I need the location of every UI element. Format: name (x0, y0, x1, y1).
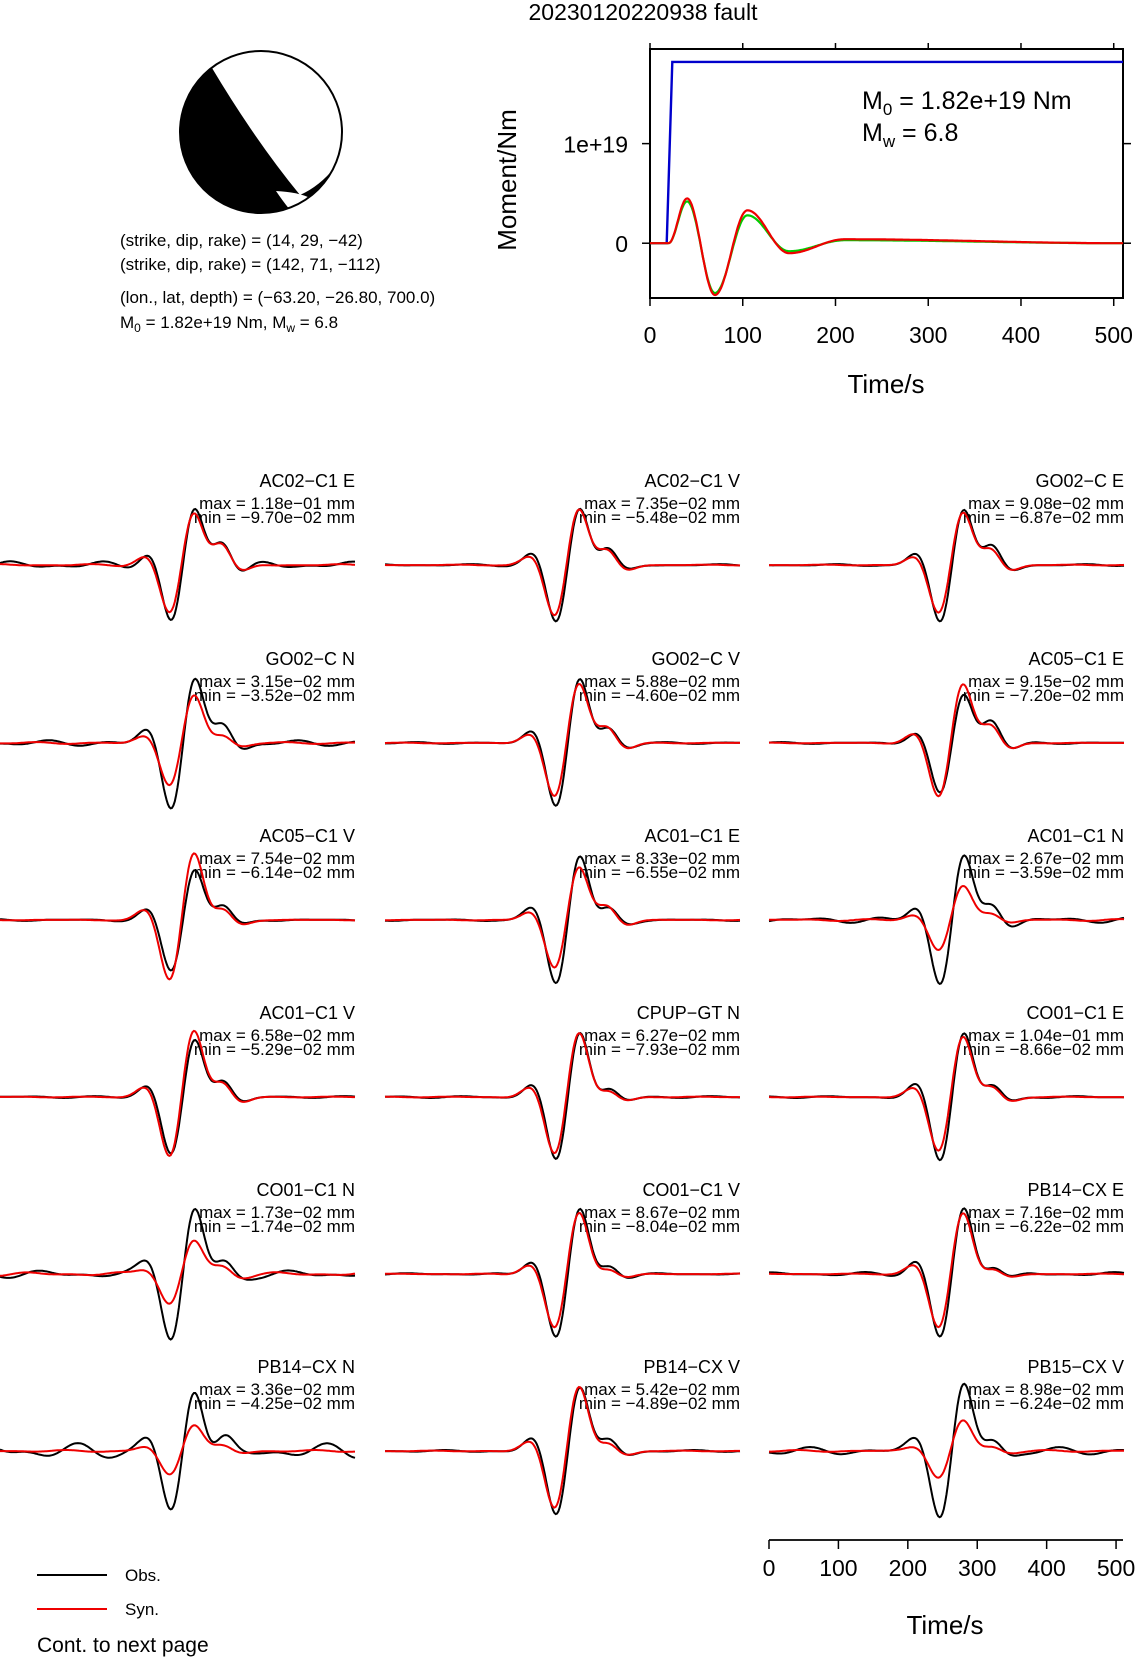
trace-min-label: min = −6.22e−02 mm (962, 1217, 1124, 1236)
trace-panel (0, 826, 355, 979)
ann-m0-value: = 1.82e+19 Nm (892, 87, 1072, 115)
waveform-xtick-label: 200 (888, 1555, 928, 1581)
trace-synthetic (0, 1425, 355, 1474)
trace-max-label: max = 9.15e−02 mm (968, 672, 1124, 691)
ann-mw-value: = 6.8 (895, 119, 959, 147)
trace-min-label: min = −3.59e−02 mm (962, 863, 1124, 882)
trace-panel (385, 649, 740, 806)
trace-station-label: AC02−C1 V (644, 471, 740, 491)
trace-min-label: min = −9.70e−02 mm (193, 508, 355, 527)
waveform-xtick-label: 300 (958, 1555, 997, 1581)
trace-panel (0, 1357, 355, 1509)
legend (37, 1566, 161, 1619)
trace-station-label: CO01−C1 E (1026, 1003, 1124, 1023)
moment-xtick-label: 400 (1001, 322, 1041, 348)
trace-station-label: AC02−C1 E (259, 471, 355, 491)
trace-station-label: AC01−C1 E (644, 826, 740, 846)
trace-max-label: max = 8.98e−02 mm (968, 1380, 1124, 1399)
trace-panel (769, 1003, 1124, 1160)
nodal-plane-2: (strike, dip, rake) = (142, 71, −112) (120, 255, 381, 274)
legend-obs-label: Obs. (125, 1566, 161, 1585)
trace-max-label: max = 3.15e−02 mm (199, 672, 355, 691)
trace-max-label: max = 7.35e−02 mm (584, 494, 740, 513)
mw-subscript: w (286, 321, 296, 335)
trace-panel (769, 1357, 1124, 1517)
trace-station-label: CO01−C1 V (642, 1180, 740, 1200)
trace-station-label: AC01−C1 V (259, 1003, 355, 1023)
trace-synthetic (385, 867, 740, 967)
trace-station-label: PB14−CX V (643, 1357, 740, 1377)
trace-max-label: max = 1.73e−02 mm (199, 1203, 355, 1222)
trace-station-label: GO02−C E (1035, 471, 1124, 491)
trace-max-label: max = 6.58e−02 mm (199, 1026, 355, 1045)
moment-xtick-label: 200 (816, 322, 855, 348)
nodal-plane-1: (strike, dip, rake) = (14, 29, −42) (120, 231, 363, 250)
trace-max-label: max = 1.04e−01 mm (968, 1026, 1124, 1045)
trace-panel (769, 826, 1124, 984)
trace-station-label: PB15−CX V (1027, 1357, 1124, 1377)
trace-panel (769, 471, 1124, 621)
moment-xtick-label: 300 (909, 322, 948, 348)
trace-station-label: GO02−C V (651, 649, 740, 669)
trace-max-label: max = 1.18e−01 mm (199, 494, 355, 513)
waveform-time-axis (763, 1540, 1136, 1640)
moment-xlabel: Time/s (847, 369, 925, 399)
moment-value: = 1.82e+19 Nm, M (140, 313, 287, 332)
trace-min-label: min = −4.89e−02 mm (578, 1394, 740, 1413)
trace-min-label: min = −7.93e−02 mm (578, 1040, 740, 1059)
trace-max-label: max = 8.67e−02 mm (584, 1203, 740, 1222)
trace-min-label: min = −6.14e−02 mm (193, 863, 355, 882)
moment-symbol: M (120, 313, 135, 332)
moment-xtick-label: 500 (1094, 322, 1133, 348)
trace-station-label: PB14−CX E (1027, 1180, 1124, 1200)
trace-station-label: GO02−C N (265, 649, 355, 669)
trace-min-label: min = −6.87e−02 mm (962, 508, 1124, 527)
ann-m0-symbol: M (862, 87, 883, 115)
trace-max-label: max = 5.42e−02 mm (584, 1380, 740, 1399)
trace-min-label: min = −8.04e−02 mm (578, 1217, 740, 1236)
trace-station-label: CPUP−GT N (636, 1003, 740, 1023)
waveform-xtick-label: 500 (1096, 1555, 1136, 1581)
trace-min-label: min = −8.66e−02 mm (962, 1040, 1124, 1059)
ann-mw-symbol: M (862, 119, 883, 147)
waveform-xtick-label: 100 (819, 1555, 858, 1581)
moment-subscript: 0 (134, 321, 141, 335)
trace-panel (385, 471, 740, 621)
waveform-xtick-label: 0 (762, 1555, 776, 1581)
trace-panel (0, 1180, 355, 1340)
moment-annotation-mw (862, 119, 958, 151)
trace-panel (0, 649, 355, 808)
trace-panel (769, 649, 1124, 796)
trace-min-label: min = −7.20e−02 mm (962, 686, 1124, 705)
trace-max-label: max = 8.33e−02 mm (584, 849, 740, 868)
trace-station-label: AC01−C1 N (1027, 826, 1124, 846)
trace-min-label: min = −4.60e−02 mm (578, 686, 740, 705)
trace-max-label: max = 7.16e−02 mm (968, 1203, 1124, 1222)
trace-station-label: CO01−C1 N (256, 1180, 355, 1200)
trace-max-label: max = 7.54e−02 mm (199, 849, 355, 868)
waveform-xtick-label: 400 (1027, 1555, 1066, 1581)
ann-m0-sub: 0 (882, 100, 893, 119)
continuation-note: Cont. to next page (37, 1634, 209, 1657)
trace-max-label: max = 3.36e−02 mm (199, 1380, 355, 1399)
trace-panel (769, 1180, 1124, 1336)
moment-xtick-label: 0 (643, 322, 657, 348)
moment-ytick-label: 0 (615, 231, 628, 258)
trace-min-label: min = −6.24e−02 mm (962, 1394, 1124, 1413)
moment-xtick-label: 100 (723, 322, 762, 348)
trace-panel (0, 471, 355, 620)
trace-panel (385, 1003, 740, 1159)
trace-min-label: min = −4.25e−02 mm (193, 1394, 355, 1413)
moment-rate-red-line (650, 198, 1123, 295)
location-line (120, 288, 435, 307)
legend-syn-label: Syn. (125, 1600, 160, 1619)
ann-mw-sub: w (882, 132, 896, 151)
waveform-xlabel: Time/s (906, 1610, 984, 1640)
trace-panel (385, 1180, 740, 1337)
trace-station-label: PB14−CX N (257, 1357, 355, 1377)
trace-min-label: min = −5.29e−02 mm (193, 1040, 355, 1059)
trace-station-label: AC05−C1 V (259, 826, 355, 846)
trace-panel (0, 1003, 355, 1156)
location-prefix: (lon., lat, depth) = (120, 288, 258, 307)
figure-title: 20230120220938 fault (528, 0, 758, 25)
trace-min-label: min = −5.48e−02 mm (578, 508, 740, 527)
trace-min-label: min = −1.74e−02 mm (193, 1217, 355, 1236)
location-values: (−63.20, −26.80, 700.0) (257, 288, 436, 307)
moment-ytick-label: 1e+19 (563, 131, 628, 158)
moment-rate-green-line (650, 201, 1123, 293)
moment-line (120, 313, 338, 335)
trace-min-label: min = −6.55e−02 mm (578, 863, 740, 882)
moment-chart (492, 43, 1133, 399)
trace-max-label: max = 5.88e−02 mm (584, 672, 740, 691)
trace-station-label: AC05−C1 E (1028, 649, 1124, 669)
trace-panel (385, 1357, 740, 1514)
waveform-grid (0, 471, 1124, 1517)
mw-value: = 6.8 (295, 313, 339, 332)
trace-max-label: max = 9.08e−02 mm (968, 494, 1124, 513)
moment-ylabel: Moment/Nm (492, 109, 522, 251)
trace-max-label: max = 2.67e−02 mm (968, 849, 1124, 868)
trace-panel (385, 826, 740, 983)
trace-max-label: max = 6.27e−02 mm (584, 1026, 740, 1045)
beachball-diagram (180, 51, 343, 213)
moment-annotation-m0 (862, 87, 1072, 119)
trace-min-label: min = −3.52e−02 mm (193, 686, 355, 705)
